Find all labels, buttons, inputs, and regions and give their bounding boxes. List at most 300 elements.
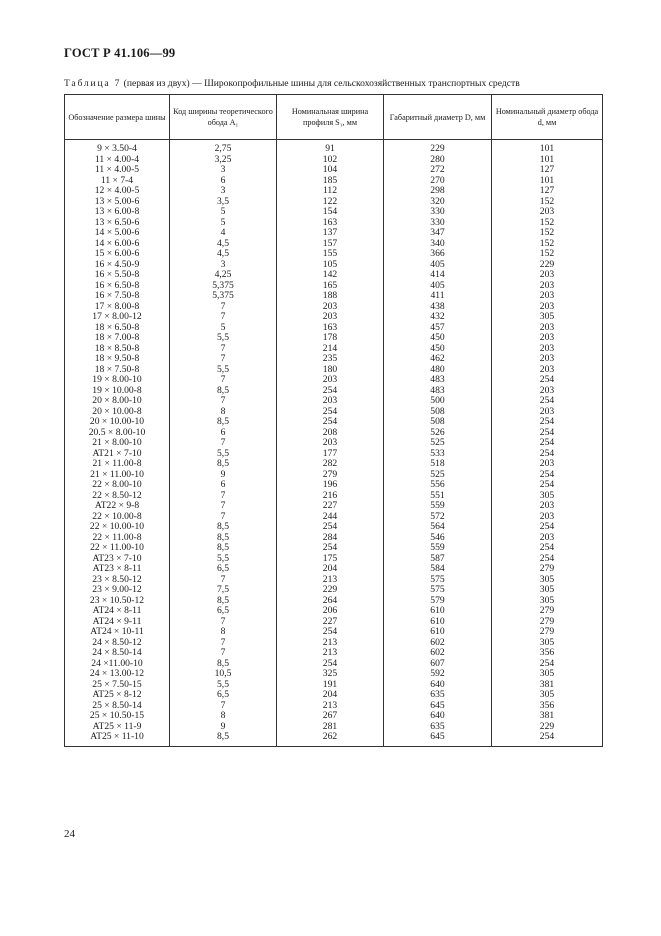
section-width-cell: 91 xyxy=(277,140,384,155)
size-cell: 16 × 5.50-8 xyxy=(65,270,170,281)
size-cell: 22 × 8.50-12 xyxy=(65,491,170,502)
table-row xyxy=(65,543,603,554)
rim-diameter-cell: 203 xyxy=(492,501,603,512)
overall-diameter-cell: 462 xyxy=(384,354,492,365)
rim-diameter-cell: 381 xyxy=(492,711,603,722)
table-row xyxy=(65,375,603,386)
overall-diameter-cell: 607 xyxy=(384,659,492,670)
rim-width-code-cell: 8,5 xyxy=(170,543,277,554)
section-width-cell: 213 xyxy=(277,638,384,649)
rim-width-code-cell: 3,25 xyxy=(170,155,277,166)
overall-diameter-cell: 575 xyxy=(384,575,492,586)
table-row xyxy=(65,140,603,155)
rim-diameter-cell: 229 xyxy=(492,260,603,271)
section-width-cell: 213 xyxy=(277,575,384,586)
table-row xyxy=(65,711,603,722)
size-cell: AT21 × 7-10 xyxy=(65,449,170,460)
rim-width-code-cell: 8,5 xyxy=(170,522,277,533)
size-cell: 25 × 10.50-15 xyxy=(65,711,170,722)
overall-diameter-cell: 533 xyxy=(384,449,492,460)
size-cell: 21 × 11.00-10 xyxy=(65,470,170,481)
size-cell: 14 × 5.00-6 xyxy=(65,228,170,239)
section-width-cell: 213 xyxy=(277,701,384,712)
size-cell: 14 × 6.00-6 xyxy=(65,239,170,250)
overall-diameter-cell: 526 xyxy=(384,428,492,439)
section-width-cell: 262 xyxy=(277,732,384,746)
rim-width-code-cell: 6 xyxy=(170,176,277,187)
rim-diameter-cell: 127 xyxy=(492,165,603,176)
section-width-cell: 204 xyxy=(277,690,384,701)
rim-width-code-cell: 3 xyxy=(170,260,277,271)
overall-diameter-cell: 592 xyxy=(384,669,492,680)
size-cell: 20.5 × 8.00-10 xyxy=(65,428,170,439)
section-width-cell: 175 xyxy=(277,554,384,565)
table-row xyxy=(65,186,603,197)
rim-diameter-cell: 203 xyxy=(492,459,603,470)
overall-diameter-cell: 602 xyxy=(384,638,492,649)
rim-width-code-cell: 4,5 xyxy=(170,249,277,260)
overall-diameter-cell: 587 xyxy=(384,554,492,565)
section-width-cell: 102 xyxy=(277,155,384,166)
section-width-cell: 203 xyxy=(277,396,384,407)
rim-diameter-cell: 305 xyxy=(492,638,603,649)
rim-width-code-cell: 3 xyxy=(170,186,277,197)
rim-width-code-cell: 10,5 xyxy=(170,669,277,680)
section-width-cell: 177 xyxy=(277,449,384,460)
section-width-cell: 163 xyxy=(277,323,384,334)
overall-diameter-cell: 559 xyxy=(384,501,492,512)
size-cell: 22 × 11.00-10 xyxy=(65,543,170,554)
rim-width-code-cell: 4,25 xyxy=(170,270,277,281)
rim-width-code-cell: 6,5 xyxy=(170,564,277,575)
overall-diameter-cell: 320 xyxy=(384,197,492,208)
table-header-row xyxy=(65,95,603,140)
size-cell: 24 × 8.50-14 xyxy=(65,648,170,659)
rim-width-code-cell: 5 xyxy=(170,218,277,229)
size-cell: 17 × 8.00-12 xyxy=(65,312,170,323)
header-rim-diameter: Номинальный диаметр обода d, мм xyxy=(492,95,603,140)
rim-diameter-cell: 203 xyxy=(492,207,603,218)
table-row xyxy=(65,228,603,239)
rim-width-code-cell: 5 xyxy=(170,207,277,218)
rim-width-code-cell: 7 xyxy=(170,648,277,659)
rim-diameter-cell: 356 xyxy=(492,701,603,712)
size-cell: 20 × 10.00-8 xyxy=(65,407,170,418)
rim-width-code-cell: 8,5 xyxy=(170,596,277,607)
section-width-cell: 188 xyxy=(277,291,384,302)
section-width-cell: 203 xyxy=(277,375,384,386)
rim-diameter-cell: 254 xyxy=(492,449,603,460)
size-cell: AT24 × 9-11 xyxy=(65,617,170,628)
table-row xyxy=(65,396,603,407)
section-width-cell: 208 xyxy=(277,428,384,439)
rim-width-code-cell: 3,5 xyxy=(170,197,277,208)
rim-width-code-cell: 7 xyxy=(170,354,277,365)
overall-diameter-cell: 270 xyxy=(384,176,492,187)
section-width-cell: 163 xyxy=(277,218,384,229)
document-header: ГОСТ Р 41.106—99 xyxy=(64,46,176,60)
rim-width-code-cell: 5,5 xyxy=(170,365,277,376)
size-cell: 18 × 9.50-8 xyxy=(65,354,170,365)
table-row xyxy=(65,585,603,596)
size-cell: 13 × 5.00-6 xyxy=(65,197,170,208)
overall-diameter-cell: 525 xyxy=(384,438,492,449)
size-cell: 9 × 3.50-4 xyxy=(65,140,170,155)
overall-diameter-cell: 518 xyxy=(384,459,492,470)
size-cell: AT22 × 9-8 xyxy=(65,501,170,512)
size-cell: 20 × 10.00-10 xyxy=(65,417,170,428)
size-cell: 19 × 10.00-8 xyxy=(65,386,170,397)
overall-diameter-cell: 556 xyxy=(384,480,492,491)
overall-diameter-cell: 635 xyxy=(384,722,492,733)
overall-diameter-cell: 483 xyxy=(384,375,492,386)
size-cell: 13 × 6.50-6 xyxy=(65,218,170,229)
table-row xyxy=(65,333,603,344)
rim-diameter-cell: 203 xyxy=(492,270,603,281)
rim-width-code-cell: 4 xyxy=(170,228,277,239)
section-width-cell: 104 xyxy=(277,165,384,176)
rim-width-code-cell: 7 xyxy=(170,438,277,449)
size-cell: 24 ×11.00-10 xyxy=(65,659,170,670)
overall-diameter-cell: 272 xyxy=(384,165,492,176)
rim-diameter-cell: 279 xyxy=(492,617,603,628)
rim-width-code-cell: 7,5 xyxy=(170,585,277,596)
overall-diameter-cell: 525 xyxy=(384,470,492,481)
rim-diameter-cell: 203 xyxy=(492,407,603,418)
rim-diameter-cell: 101 xyxy=(492,155,603,166)
section-width-cell: 229 xyxy=(277,585,384,596)
overall-diameter-cell: 575 xyxy=(384,585,492,596)
rim-diameter-cell: 305 xyxy=(492,312,603,323)
rim-width-code-cell: 8,5 xyxy=(170,417,277,428)
overall-diameter-cell: 480 xyxy=(384,365,492,376)
header-section-width: Номинальная ширина профиля S₁, мм xyxy=(277,95,384,140)
rim-diameter-cell: 152 xyxy=(492,228,603,239)
rim-width-code-cell: 8,5 xyxy=(170,386,277,397)
overall-diameter-cell: 508 xyxy=(384,407,492,418)
overall-diameter-cell: 483 xyxy=(384,386,492,397)
table-row xyxy=(65,501,603,512)
size-cell: 19 × 8.00-10 xyxy=(65,375,170,386)
overall-diameter-cell: 602 xyxy=(384,648,492,659)
section-width-cell: 254 xyxy=(277,627,384,638)
size-cell: AT25 × 11-10 xyxy=(65,732,170,746)
size-cell: 18 × 8.50-8 xyxy=(65,344,170,355)
rim-width-code-cell: 9 xyxy=(170,470,277,481)
rim-diameter-cell: 101 xyxy=(492,176,603,187)
section-width-cell: 213 xyxy=(277,648,384,659)
rim-width-code-cell: 7 xyxy=(170,617,277,628)
section-width-cell: 284 xyxy=(277,533,384,544)
size-cell: 16 × 4.50-9 xyxy=(65,260,170,271)
rim-diameter-cell: 254 xyxy=(492,375,603,386)
page-number: 24 xyxy=(64,828,75,840)
table-row xyxy=(65,312,603,323)
rim-diameter-cell: 279 xyxy=(492,564,603,575)
rim-width-code-cell: 4,5 xyxy=(170,239,277,250)
rim-width-code-cell: 7 xyxy=(170,575,277,586)
table-row xyxy=(65,354,603,365)
size-cell: AT25 × 11-9 xyxy=(65,722,170,733)
rim-diameter-cell: 356 xyxy=(492,648,603,659)
overall-diameter-cell: 610 xyxy=(384,617,492,628)
rim-diameter-cell: 254 xyxy=(492,659,603,670)
rim-width-code-cell: 8 xyxy=(170,627,277,638)
rim-width-code-cell: 8,5 xyxy=(170,659,277,670)
table-row xyxy=(65,480,603,491)
overall-diameter-cell: 405 xyxy=(384,260,492,271)
rim-diameter-cell: 254 xyxy=(492,417,603,428)
size-cell: 11 × 4.00-5 xyxy=(65,165,170,176)
rim-width-code-cell: 9 xyxy=(170,722,277,733)
overall-diameter-cell: 610 xyxy=(384,627,492,638)
rim-width-code-cell: 8,5 xyxy=(170,732,277,746)
rim-width-code-cell: 6,5 xyxy=(170,606,277,617)
section-width-cell: 254 xyxy=(277,407,384,418)
size-cell: 24 × 8.50-12 xyxy=(65,638,170,649)
table-caption xyxy=(64,78,604,89)
table-row xyxy=(65,669,603,680)
overall-diameter-cell: 645 xyxy=(384,732,492,746)
rim-width-code-cell: 8 xyxy=(170,711,277,722)
rim-diameter-cell: 254 xyxy=(492,522,603,533)
table-row xyxy=(65,627,603,638)
overall-diameter-cell: 330 xyxy=(384,207,492,218)
overall-diameter-cell: 411 xyxy=(384,291,492,302)
rim-diameter-cell: 203 xyxy=(492,533,603,544)
overall-diameter-cell: 414 xyxy=(384,270,492,281)
section-width-cell: 227 xyxy=(277,501,384,512)
rim-diameter-cell: 305 xyxy=(492,491,603,502)
size-cell: 12 × 4.00-5 xyxy=(65,186,170,197)
overall-diameter-cell: 457 xyxy=(384,323,492,334)
table-row xyxy=(65,690,603,701)
rim-width-code-cell: 6,5 xyxy=(170,690,277,701)
table-row xyxy=(65,291,603,302)
tire-table xyxy=(64,94,603,747)
section-width-cell: 254 xyxy=(277,522,384,533)
section-width-cell: 244 xyxy=(277,512,384,523)
section-width-cell: 204 xyxy=(277,564,384,575)
rim-diameter-cell: 152 xyxy=(492,239,603,250)
section-width-cell: 155 xyxy=(277,249,384,260)
rim-diameter-cell: 254 xyxy=(492,438,603,449)
table-row xyxy=(65,648,603,659)
rim-width-code-cell: 7 xyxy=(170,396,277,407)
rim-diameter-cell: 254 xyxy=(492,554,603,565)
rim-diameter-cell: 152 xyxy=(492,197,603,208)
size-cell: 11 × 7-4 xyxy=(65,176,170,187)
rim-diameter-cell: 203 xyxy=(492,365,603,376)
section-width-cell: 122 xyxy=(277,197,384,208)
section-width-cell: 254 xyxy=(277,386,384,397)
rim-width-code-cell: 5,5 xyxy=(170,449,277,460)
section-width-cell: 185 xyxy=(277,176,384,187)
rim-width-code-cell: 8,5 xyxy=(170,533,277,544)
overall-diameter-cell: 298 xyxy=(384,186,492,197)
rim-width-code-cell: 7 xyxy=(170,638,277,649)
rim-width-code-cell: 7 xyxy=(170,501,277,512)
rim-width-code-cell: 7 xyxy=(170,491,277,502)
section-width-cell: 203 xyxy=(277,302,384,313)
section-width-cell: 112 xyxy=(277,186,384,197)
section-width-cell: 206 xyxy=(277,606,384,617)
section-width-cell: 254 xyxy=(277,543,384,554)
size-cell: AT25 × 8-12 xyxy=(65,690,170,701)
rim-diameter-cell: 279 xyxy=(492,606,603,617)
overall-diameter-cell: 635 xyxy=(384,690,492,701)
size-cell: 21 × 11.00-8 xyxy=(65,459,170,470)
rim-width-code-cell: 7 xyxy=(170,512,277,523)
rim-diameter-cell: 254 xyxy=(492,428,603,439)
header-size-designation: Обозначение размера шины xyxy=(65,95,170,140)
overall-diameter-cell: 438 xyxy=(384,302,492,313)
rim-diameter-cell: 279 xyxy=(492,627,603,638)
size-cell: 16 × 7.50-8 xyxy=(65,291,170,302)
size-cell: 16 × 6.50-8 xyxy=(65,281,170,292)
size-cell: 22 × 11.00-8 xyxy=(65,533,170,544)
rim-width-code-cell: 7 xyxy=(170,701,277,712)
overall-diameter-cell: 500 xyxy=(384,396,492,407)
rim-diameter-cell: 254 xyxy=(492,480,603,491)
overall-diameter-cell: 340 xyxy=(384,239,492,250)
table-row xyxy=(65,165,603,176)
section-width-cell: 178 xyxy=(277,333,384,344)
section-width-cell: 214 xyxy=(277,344,384,355)
rim-width-code-cell: 5,5 xyxy=(170,554,277,565)
section-width-cell: 325 xyxy=(277,669,384,680)
overall-diameter-cell: 546 xyxy=(384,533,492,544)
overall-diameter-cell: 579 xyxy=(384,596,492,607)
rim-diameter-cell: 254 xyxy=(492,470,603,481)
rim-width-code-cell: 7 xyxy=(170,302,277,313)
size-cell: AT23 × 8-11 xyxy=(65,564,170,575)
section-width-cell: 267 xyxy=(277,711,384,722)
rim-diameter-cell: 229 xyxy=(492,722,603,733)
rim-diameter-cell: 127 xyxy=(492,186,603,197)
section-width-cell: 216 xyxy=(277,491,384,502)
size-cell: 23 × 8.50-12 xyxy=(65,575,170,586)
rim-width-code-cell: 5 xyxy=(170,323,277,334)
rim-width-code-cell: 5,5 xyxy=(170,680,277,691)
rim-width-code-cell: 5,375 xyxy=(170,291,277,302)
table-row xyxy=(65,522,603,533)
section-width-cell: 235 xyxy=(277,354,384,365)
overall-diameter-cell: 405 xyxy=(384,281,492,292)
rim-diameter-cell: 203 xyxy=(492,333,603,344)
section-width-cell: 180 xyxy=(277,365,384,376)
section-width-cell: 154 xyxy=(277,207,384,218)
rim-diameter-cell: 203 xyxy=(492,281,603,292)
section-width-cell: 142 xyxy=(277,270,384,281)
size-cell: 25 × 8.50-14 xyxy=(65,701,170,712)
size-cell: AT24 × 10-11 xyxy=(65,627,170,638)
header-overall-diameter: Габаритный диаметр D, мм xyxy=(384,95,492,140)
size-cell: AT23 × 7-10 xyxy=(65,554,170,565)
rim-diameter-cell: 152 xyxy=(492,249,603,260)
overall-diameter-cell: 347 xyxy=(384,228,492,239)
section-width-cell: 157 xyxy=(277,239,384,250)
size-cell: AT24 × 8-11 xyxy=(65,606,170,617)
table-body xyxy=(65,140,603,747)
rim-width-code-cell: 3 xyxy=(170,165,277,176)
section-width-cell: 281 xyxy=(277,722,384,733)
overall-diameter-cell: 432 xyxy=(384,312,492,323)
rim-diameter-cell: 152 xyxy=(492,218,603,229)
overall-diameter-cell: 640 xyxy=(384,680,492,691)
size-cell: 24 × 13.00-12 xyxy=(65,669,170,680)
size-cell: 20 × 8.00-10 xyxy=(65,396,170,407)
size-cell: 22 × 10.00-10 xyxy=(65,522,170,533)
rim-width-code-cell: 7 xyxy=(170,344,277,355)
section-width-cell: 279 xyxy=(277,470,384,481)
rim-width-code-cell: 5,375 xyxy=(170,281,277,292)
rim-diameter-cell: 203 xyxy=(492,323,603,334)
size-cell: 18 × 6.50-8 xyxy=(65,323,170,334)
table-row xyxy=(65,270,603,281)
rim-diameter-cell: 254 xyxy=(492,732,603,746)
section-width-cell: 203 xyxy=(277,312,384,323)
overall-diameter-cell: 551 xyxy=(384,491,492,502)
rim-diameter-cell: 203 xyxy=(492,354,603,365)
overall-diameter-cell: 229 xyxy=(384,140,492,155)
overall-diameter-cell: 572 xyxy=(384,512,492,523)
rim-diameter-cell: 254 xyxy=(492,543,603,554)
table-caption-text: (первая из двух) — Широкопрофильные шины для сельскохозяйственных транспортных средств xyxy=(121,78,520,89)
size-cell: 22 × 10.00-8 xyxy=(65,512,170,523)
rim-diameter-cell: 305 xyxy=(492,690,603,701)
section-width-cell: 105 xyxy=(277,260,384,271)
size-cell: 22 × 8.00-10 xyxy=(65,480,170,491)
rim-diameter-cell: 254 xyxy=(492,396,603,407)
section-width-cell: 264 xyxy=(277,596,384,607)
table-caption-label: Таблица 7 xyxy=(64,78,122,89)
size-cell: 21 × 8.00-10 xyxy=(65,438,170,449)
table-row xyxy=(65,249,603,260)
rim-diameter-cell: 305 xyxy=(492,669,603,680)
rim-width-code-cell: 2,75 xyxy=(170,140,277,155)
rim-diameter-cell: 101 xyxy=(492,140,603,155)
rim-diameter-cell: 203 xyxy=(492,291,603,302)
section-width-cell: 137 xyxy=(277,228,384,239)
overall-diameter-cell: 330 xyxy=(384,218,492,229)
table-row xyxy=(65,606,603,617)
rim-diameter-cell: 203 xyxy=(492,302,603,313)
rim-diameter-cell: 203 xyxy=(492,512,603,523)
header-rim-width-code: Код ширины теоретического обода A₁ xyxy=(170,95,277,140)
size-cell: 18 × 7.50-8 xyxy=(65,365,170,376)
rim-diameter-cell: 381 xyxy=(492,680,603,691)
overall-diameter-cell: 559 xyxy=(384,543,492,554)
section-width-cell: 227 xyxy=(277,617,384,628)
size-cell: 15 × 6.00-6 xyxy=(65,249,170,260)
size-cell: 11 × 4.00-4 xyxy=(65,155,170,166)
overall-diameter-cell: 450 xyxy=(384,333,492,344)
section-width-cell: 196 xyxy=(277,480,384,491)
overall-diameter-cell: 280 xyxy=(384,155,492,166)
overall-diameter-cell: 610 xyxy=(384,606,492,617)
section-width-cell: 254 xyxy=(277,659,384,670)
size-cell: 13 × 6.00-8 xyxy=(65,207,170,218)
rim-diameter-cell: 305 xyxy=(492,585,603,596)
size-cell: 17 × 8.00-8 xyxy=(65,302,170,313)
rim-width-code-cell: 6 xyxy=(170,428,277,439)
rim-width-code-cell: 5,5 xyxy=(170,333,277,344)
size-cell: 23 × 9.00-12 xyxy=(65,585,170,596)
rim-diameter-cell: 203 xyxy=(492,386,603,397)
overall-diameter-cell: 508 xyxy=(384,417,492,428)
size-cell: 18 × 7.00-8 xyxy=(65,333,170,344)
